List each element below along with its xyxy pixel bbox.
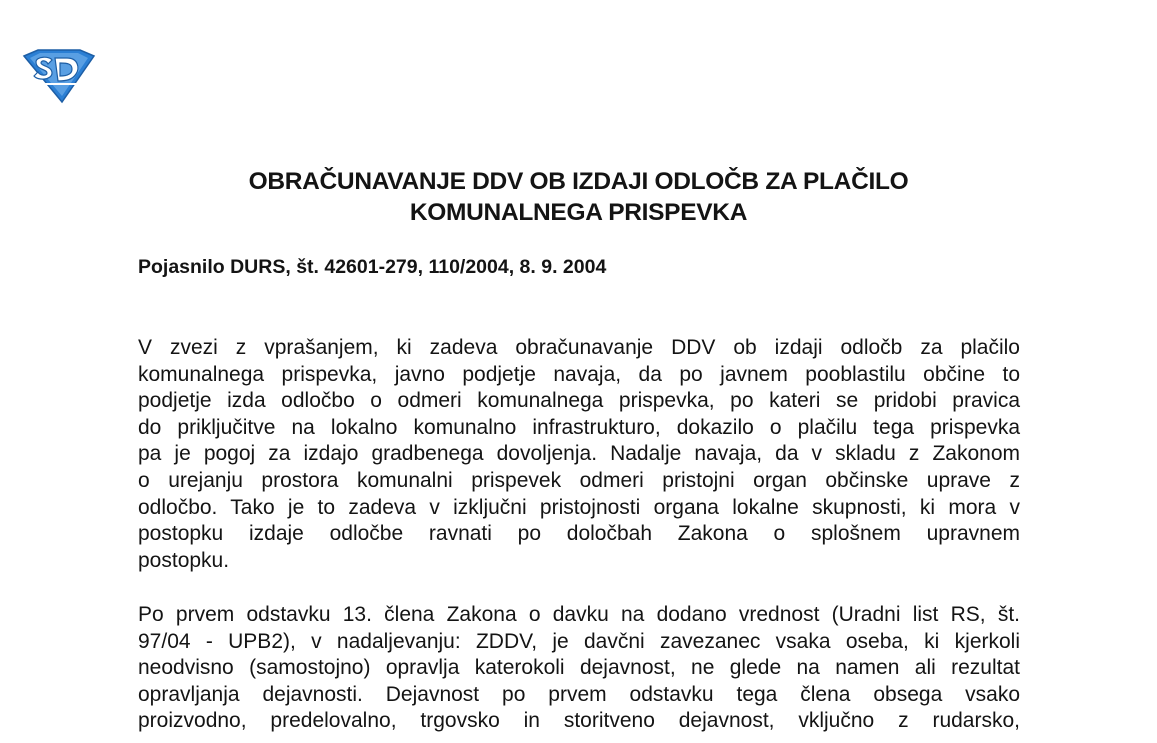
text-line: proizvodno, predelovalno, trgovsko in storitveno dejavnost, vključno z rudarsko, [138, 709, 1020, 733]
text-line: odločbo. Tako je to zadeva v izključni pristojnosti organa lokalne skupnosti, ki mora v [138, 495, 1020, 519]
text-line: podjetje izda odločbo o odmeri komunalnega prispevka, po kateri se pridobi pravica [138, 389, 1020, 413]
title-line: KOMUNALNEGA PRISPEVKA [409, 199, 748, 226]
text-line: pa je pogoj za izdajo gradbenega dovoljenja. Nadalje navaja, da v skladu z Zakonom [138, 442, 1020, 466]
document-title [0, 166, 1157, 228]
text-line: V zvezi z vprašanjem, ki zadeva obračunavanje DDV ob izdaji odločb za plačilo [138, 336, 1020, 359]
text-line: o urejanju prostora komunalni prispevek odmeri pristojni organ občinske uprave z [138, 468, 1020, 492]
text-line: Po prvem odstavku 13. člena Zakona o davku na dodano vrednost (Uradni list RS, št. [138, 603, 1020, 626]
text-line: postopku. [138, 548, 230, 572]
sd-shield-logo-icon [22, 48, 96, 104]
paragraph-1 [138, 335, 1020, 574]
text-line: 97/04 - UPB2), v nadaljevanju: ZDDV, je davčni zavezanec vsaka oseba, ki kjerkoli [138, 629, 1020, 653]
text-line: komunalnega prispevka, javno podjetje navaja, da po javnem pooblastilu občine to [138, 362, 1020, 386]
text-line: do priključitve na lokalno komunalno infrastrukturo, dokazilo o plačilu tega prispevka [138, 415, 1020, 439]
text-line: postopku izdaje odločbe ravnati po določbah Zakona o splošnem upravnem [138, 522, 1020, 546]
document-subtitle: Pojasnilo DURS, št. 42601-279, 110/2004, 8. 9. 2004 [138, 256, 607, 278]
title-line: OBRAČUNAVANJE DDV OB IZDAJI ODLOČB ZA PLAČILO [248, 168, 909, 195]
text-line: neodvisno (samostojno) opravlja katerokoli dejavnost, ne glede na namen ali rezultat [138, 656, 1020, 680]
text-line: opravljanja dejavnosti. Dejavnost po prvem odstavku tega člena obsega vsako [138, 682, 1020, 706]
paragraph-2 [138, 602, 1020, 735]
